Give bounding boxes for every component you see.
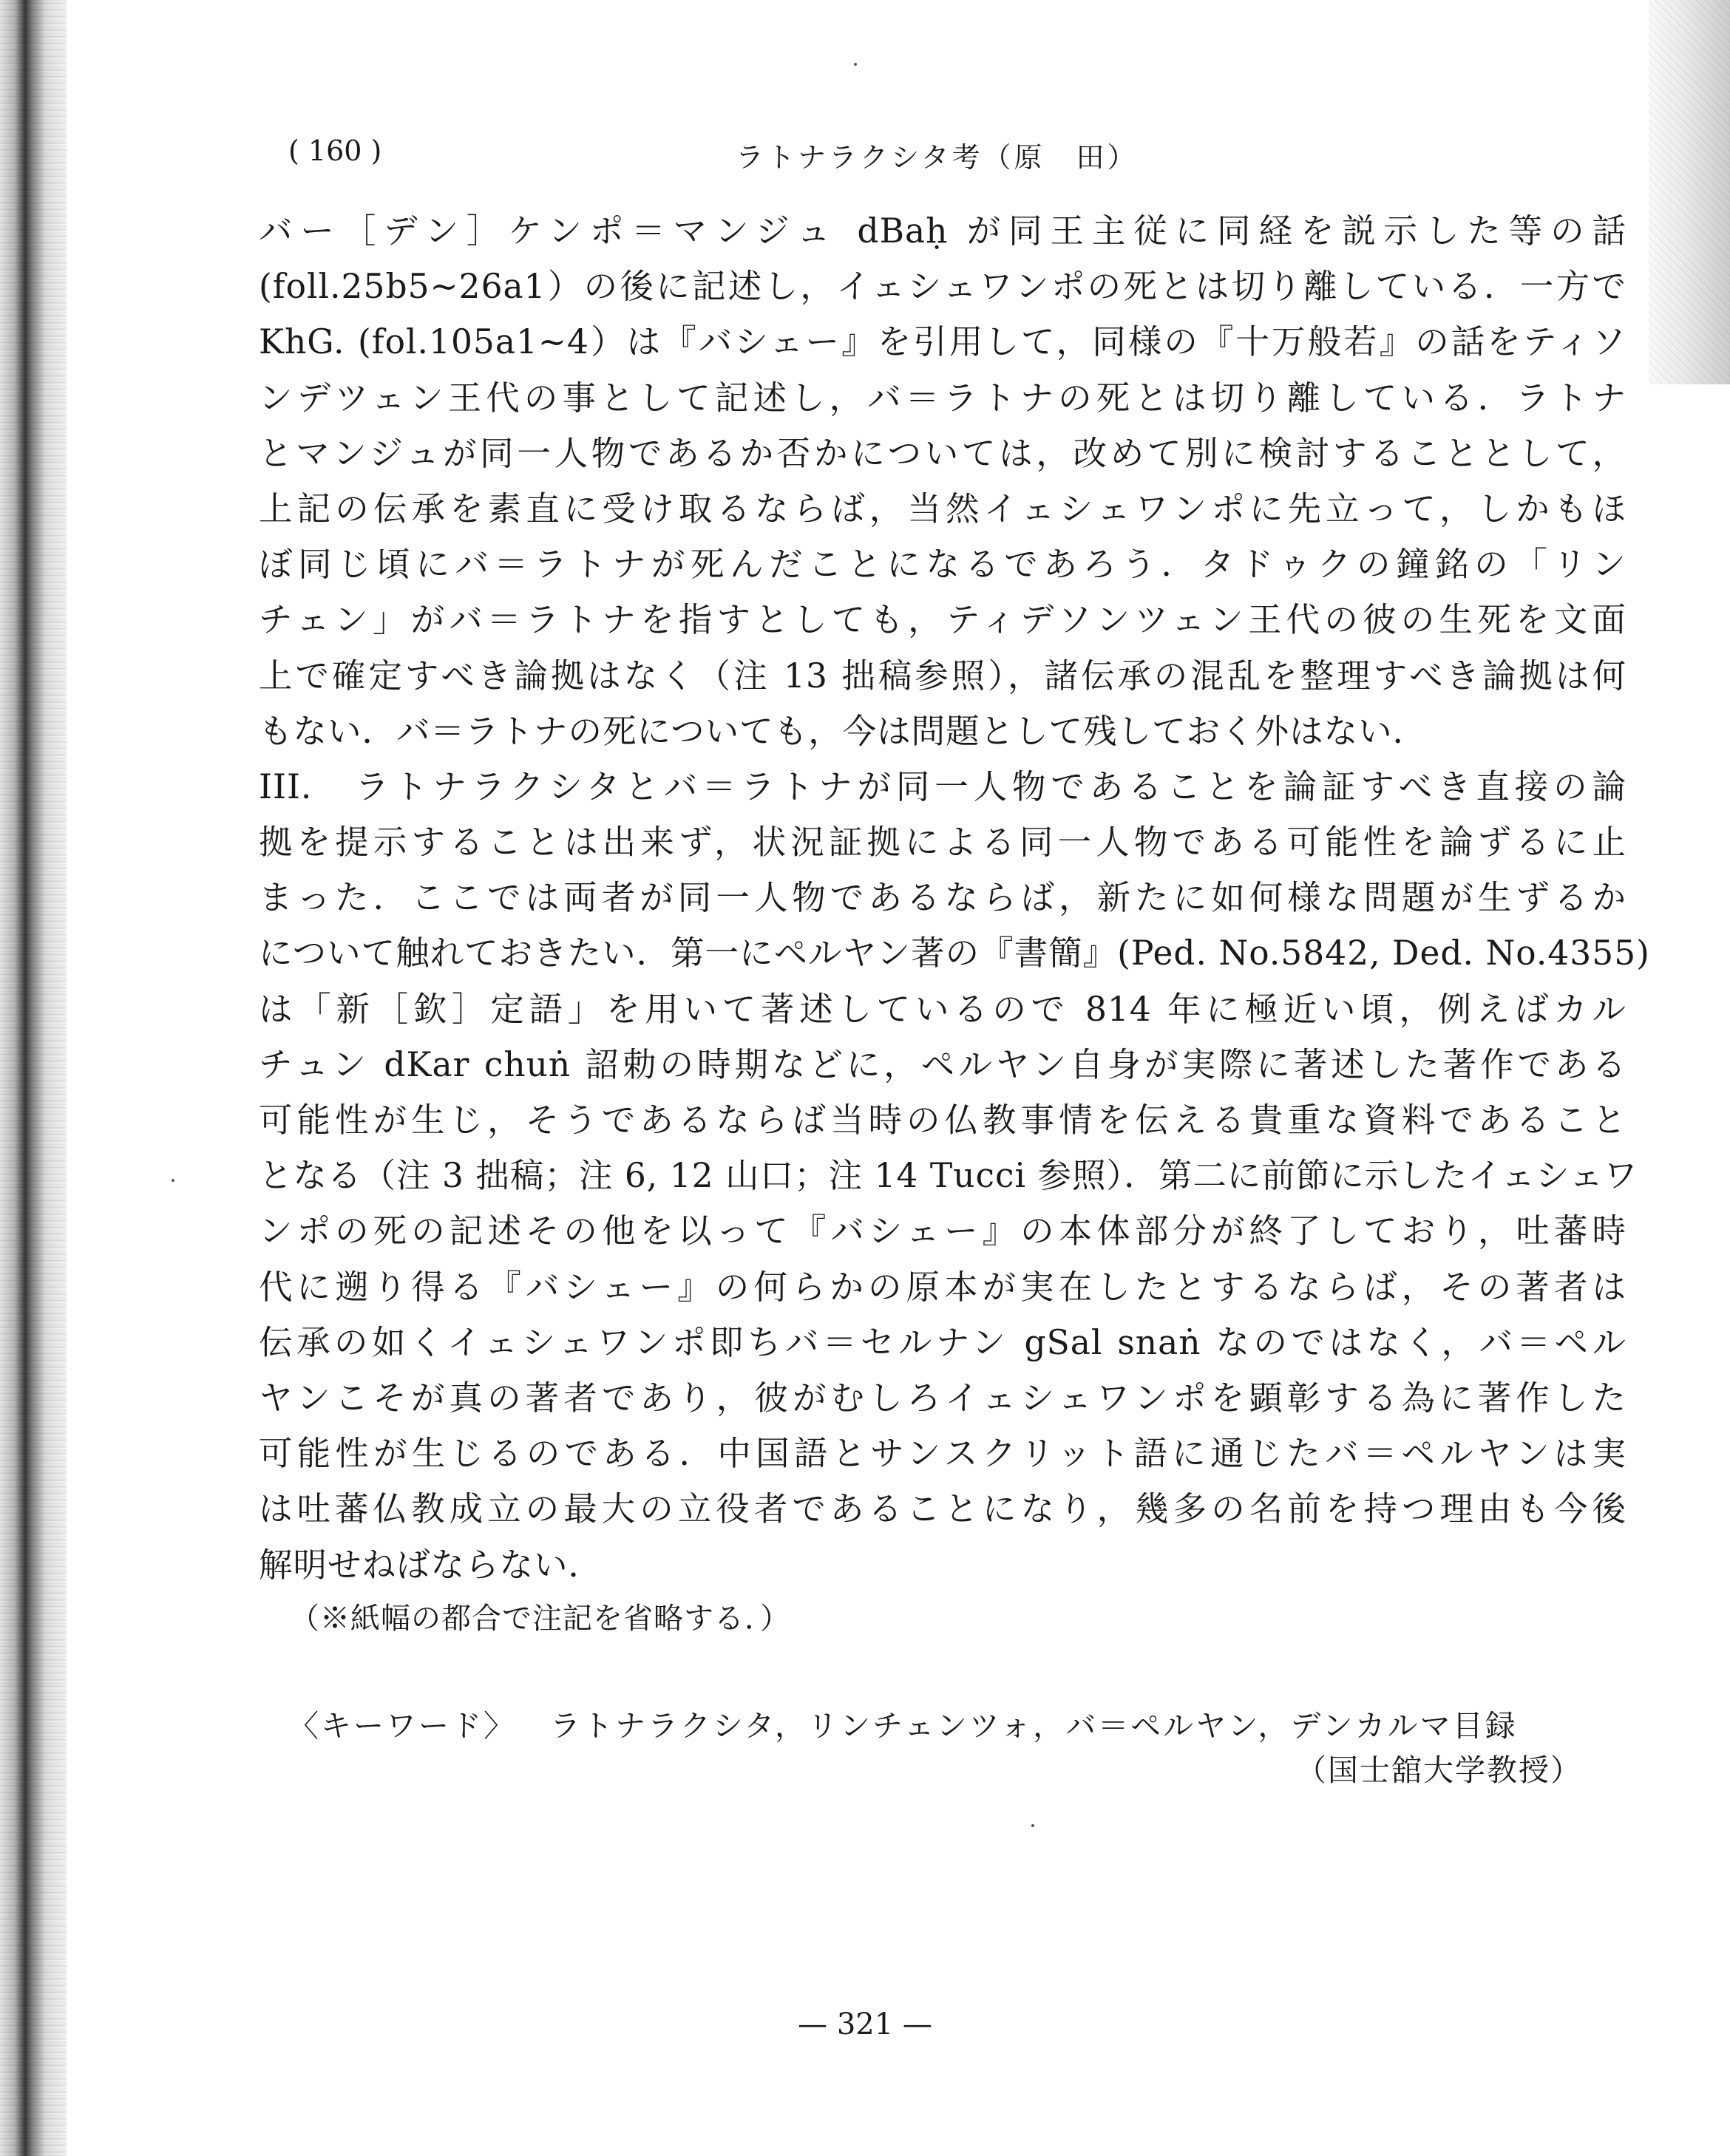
footnote: （※紙幅の都合で注記を省略する．） — [290, 1602, 790, 1636]
text-line: バー［デン］ケンポ＝マンジュ dBaḥ が同王主従に同経を説示した等の話 — [259, 211, 1626, 251]
text-line: ぼ同じ頃にバ＝ラトナが死んだことになるであろう．タドゥクの鐘銘の「リン — [259, 545, 1626, 585]
scan-speck — [1031, 1824, 1034, 1827]
scan-speck — [854, 63, 857, 66]
running-head — [259, 135, 1626, 179]
text-line: チュン dKar chuṅ 詔勅の時期などに，ペルヤン自身が実際に著述した著作である — [259, 1044, 1626, 1084]
author-affiliation: （国士舘大学教授） — [1296, 1752, 1582, 1788]
text-line: KhG. (fol.105a1~4）は『バシェー』を引用して，同様の『十万般若』の話をティソ — [259, 322, 1626, 362]
text-line: 伝承の如くイェシェワンポ即ちバ＝セルナン gSal snaṅ なのではなく，バ＝ペル — [259, 1322, 1626, 1362]
scan-speck — [172, 1179, 174, 1182]
keywords-label: 〈キーワード〉 — [288, 1708, 516, 1744]
keywords — [288, 1701, 1518, 1745]
text-line: III. ラトナラクシタとバ＝ラトナが同一人物であることを論証すべき直接の論 — [259, 766, 1626, 806]
text-line: ンデツェン王代の事として記述し，バ＝ラトナの死とは切り離している．ラトナ — [259, 378, 1626, 418]
text-line: 可能性が生じるのである．中国語とサンスクリット語に通じたバ＝ペルヤンは実 — [259, 1434, 1626, 1474]
text-line: ヤンこそが真の著者であり，彼がむしろイェシェワンポを顕彰する為に著作した — [259, 1378, 1626, 1418]
text-line: 上記の伝承を素直に受け取るならば，当然イェシェワンポに先立って，しかもほ — [259, 489, 1626, 528]
text-line: 拠を提示することは出来ず，状況証拠による同一人物である可能性を論ずるに止 — [259, 823, 1626, 863]
text-line: とマンジュが同一人物であるか否かについては，改めて別に検討することとして， — [259, 433, 1626, 473]
text-line: となる（注 3 拙稿；注 6, 12 山口；注 14 Tucci 参照）．第二に前節に示したイェシェワ — [259, 1156, 1638, 1196]
text-line: ンポの死の記述その他を以って『バシェー』の本体部分が終了しており，吐蕃時 — [259, 1211, 1626, 1251]
header-page-number: ( 160 ) — [288, 135, 382, 167]
scan-binding-shadow — [0, 0, 67, 2156]
text-line: (foll.25b5~26a1）の後に記述し，イェシェワンポの死とは切り離している．一方で — [259, 267, 1626, 307]
page-folio: — 321 — — [798, 2007, 932, 2041]
text-line: について触れておきたい．第一にペルヤン著の『書簡』(Ped. No.5842, Ded. No.4355) — [259, 934, 1650, 973]
text-line: チェン」がバ＝ラトナを指すとしても，ティデソンツェン王代の彼の生死を文面 — [259, 600, 1626, 640]
text-line: 解明せねばならない． — [259, 1545, 603, 1585]
text-line: まった．ここでは両者が同一人物であるならば，新たに如何様な問題が生ずるか — [259, 878, 1626, 918]
text-line: 代に遡り得る『バシェー』の何らかの原本が実在したとするならば，その著者は — [259, 1267, 1626, 1307]
header-title: ラトナラクシタ考（原 田） — [736, 141, 1139, 174]
text-line: 上で確定すべき論拠はなく（注 13 拙稿参照），諸伝承の混乱を整理すべき論拠は何 — [259, 656, 1626, 696]
text-line: は吐蕃仏教成立の最大の立役者であることになり，幾多の名前を持つ理由も今後 — [259, 1489, 1626, 1529]
keywords-list: ラトナラクシタ，リンチェンツォ，バ＝ペルヤン，デンカルマ目録 — [550, 1708, 1518, 1744]
scan-edge-shadow — [1649, 0, 1730, 384]
text-line: もない．バ＝ラトナの死についても，今は問題として残しておく外はない． — [259, 711, 1428, 751]
text-line: 可能性が生じ，そうであるならば当時の仏教事情を伝える貴重な資料であること — [259, 1101, 1626, 1140]
body-text — [259, 203, 1650, 1593]
text-line: は「新［欽］定語」を用いて著述しているので 814 年に極近い頃，例えばカル — [259, 989, 1626, 1029]
